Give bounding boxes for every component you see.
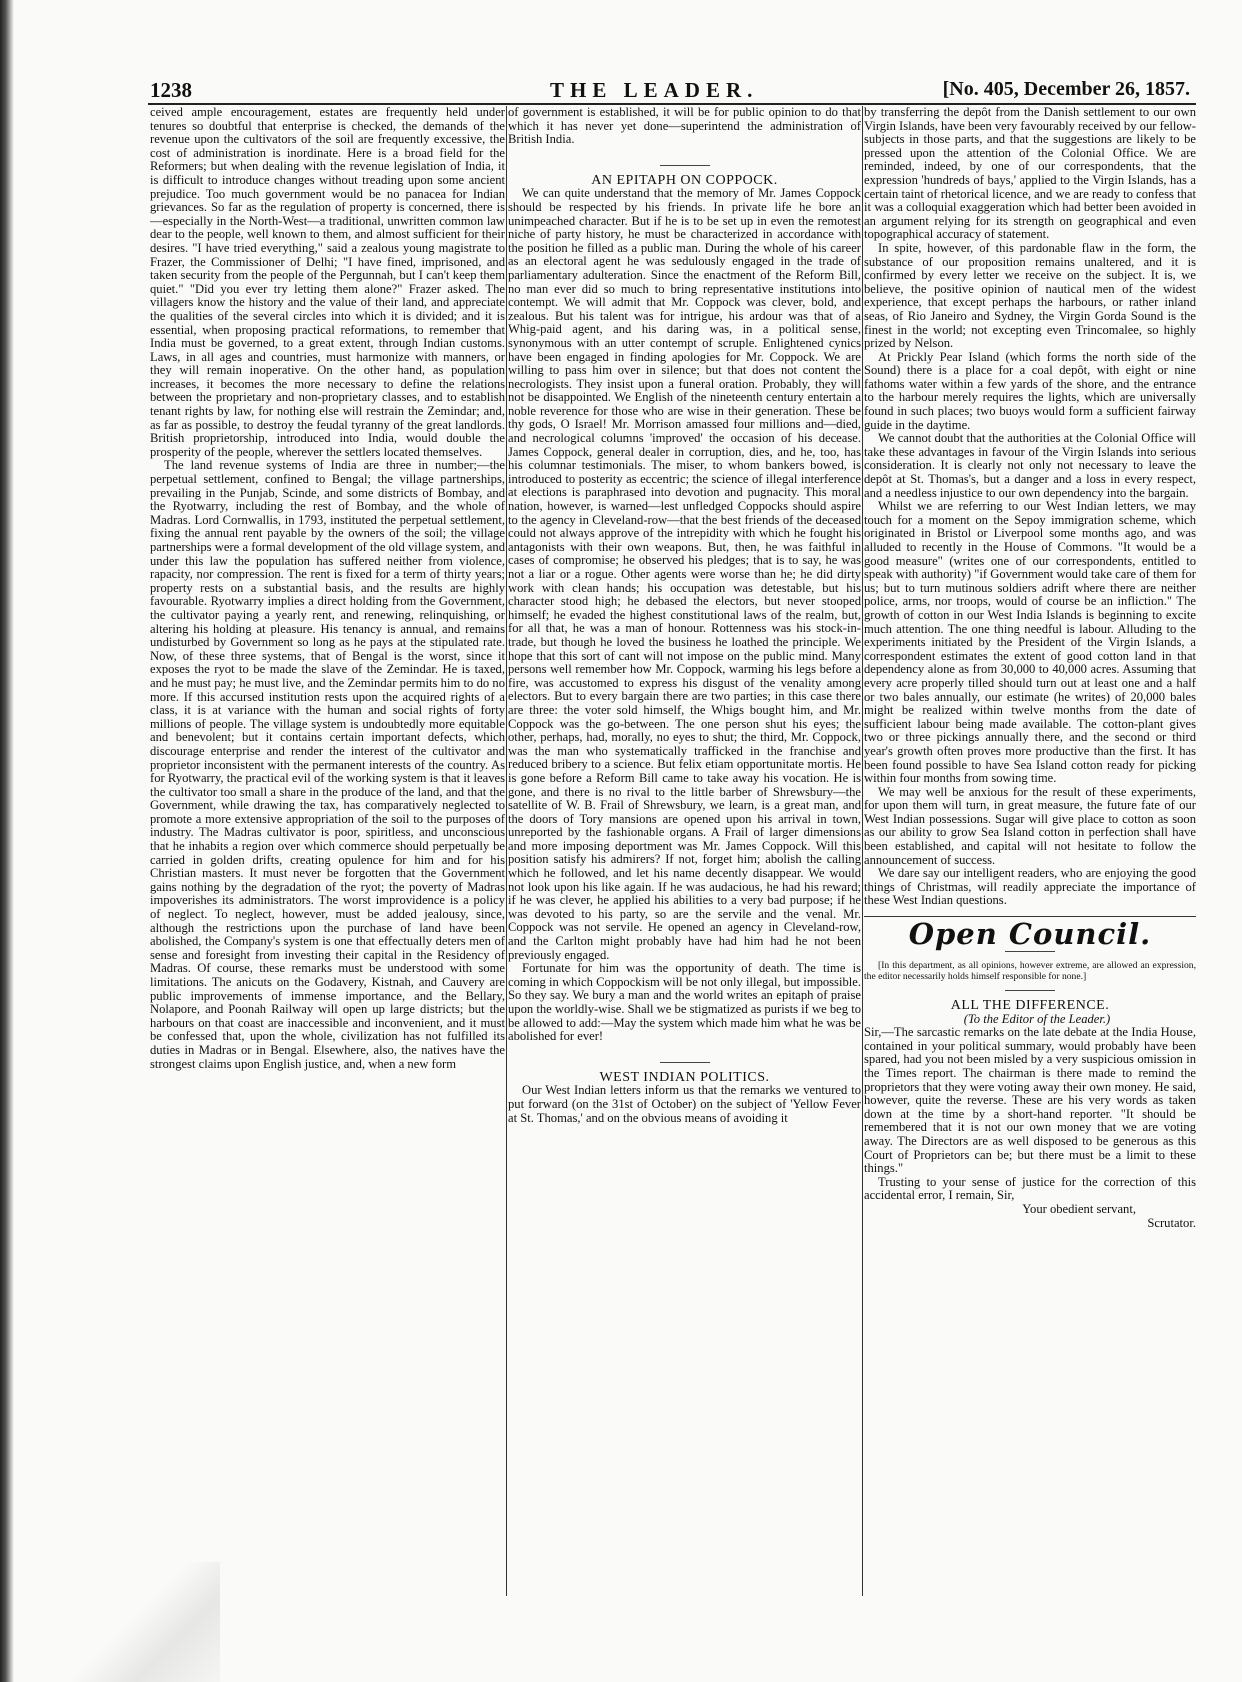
- editorial-note: [In this department, as all opinions, however extreme, are allowed an expression, the editor necessarily holds himself responsible for none.]: [864, 960, 1196, 983]
- paragraph: ceived ample encouragement, estates are frequently held under tenures so doubtful that enterprise is checked, the demands of the revenue upon the cultivators of the soil are frequently excessive, the cost of administration is inordinate. Here is a broad field for the Reformers; but when dealing with the revenue legislation of India, it is difficult to introduce changes without treading upon some ancient prejudice. Too much government would be no panacea for Indian grievances. So far as the regulation of property is concerned, there is—especially in the North-West—a traditional, unwritten common law dear to the people, well known to them, and almost sufficient for their desires. "I have tried everything," said a zealous young magistrate to Frazer, the Commissioner of Delhi; "I have fined, imprisoned, and taken security from the people of the Pergunnah, but I can't keep them quiet." "Did you ever try letting them alone?" Frazer asked. The villagers know the history and the value of their land, and appreciate the qualities of the several circles into which it is divided; and it is essential, when proposing practical reformations, to remember that India must be governed, to a great extent, through Indian customs. Laws, in all ages and countries, must harmonize with manners, or they will remain inoperative. On the other hand, as population increases, it becomes the more necessary to define the relations between the proprietary and non-proprietary classes, and to establish tenant rights by law, for nothing else will restrain the Zemindar; and, as far as possible, to destroy the feudal tyranny of the great landlords. British proprietorship, introduced into India, would double the prosperity of the people, wherever the settlers located themselves.: [150, 106, 505, 459]
- paragraph: of government is established, it will be for public opinion to do that which it has never yet done—superintend the administration of British India.: [508, 106, 861, 147]
- binding-shadow: [0, 0, 14, 1682]
- paragraph: At Prickly Pear Island (which forms the north side of the Sound) there is a place for a coal depôt, with eight or nine fathoms water within a few yards of the shore, and the entrance to the harbour merely requires the lights, which are universally found in such places; two buoys would form a sufficient fairway guide in the daytime.: [864, 349, 1196, 432]
- column-2: [508, 106, 861, 1626]
- paragraph: We cannot doubt that the authorities at the Colonial Office will take these advantages in favour of the Virgin Islands into serious consideration. It is clearly not only not necessary to leave the depôt at St. Thomas's, but a danger and a loss in every respect, and a needless injustice to our own dependency into the bargain.: [864, 431, 1196, 500]
- spacer: [864, 982, 1196, 990]
- spacer: [864, 908, 1196, 916]
- column-divider: [862, 106, 863, 1596]
- paragraph: Fortunate for him was the opportunity of death. The time is coming in which Coppockism will be not only illegal, but impossible. So they say. We bury a man and the world writes an epitaph of praise upon the worldly-wise. Shall we be stigmatized as purists if we beg to be allowed to add:—May the system which made him what he was be abolished for ever!: [508, 961, 861, 1044]
- open-council-title: Open Council.: [908, 917, 1152, 952]
- paragraph: In spite, however, of this pardonable flaw in the form, the substance of our proposition remains unaltered, and it is confirmed by every letter we receive on the subject. It is, we believe, the positive opinion of nautical men of the widest experience, that except perhaps the harbours, or rather inland seas, of Rio Janeiro and Sydney, the Virgin Gorda Sound is the finest in the world; not excepting even Trincomalee, so highly prized by Nelson.: [864, 240, 1196, 351]
- paragraph: The land revenue systems of India are three in number;—the perpetual settlement, confined to Bengal; the village partnerships, prevailing in the Punjab, Scinde, and some districts of Bombay, and the Ryotwarry, including the rest of Bombay, and the whole of Madras. Lord Cornwallis, in 1793, instituted the perpetual settlement, fixing the annual rent payable by the owners of the soil; the village partnerships were a formal development of the old village system, and under this law the population has suffered neither from violence, rapacity, nor compression. The rent is fixed for a term of thirty years; property rests on a substantial basis, and the results are highly favourable. Ryotwarry implies a direct holding from the Government, the cultivator paying a yearly rent, and renewing, relinquishing, or altering his holding at pleasure. His tenancy is annual, and remains undisturbed by Government so long as he pays at the stipulated rate. Now, of these three systems, that of Bengal is the worst, since it exposes the ryot to be made the slave of the Zemindar. He is taxed, and he must pay; he must live, and the Zemindar permits him to do no more. If this accursed institution rests upon the acquired rights of a class, it is at variance with the human and social rights of forty millions of people. The village system is undoubtedly more equitable and benevolent; but it contains certain important defects, which discourage enterprise and render the interest of the cultivator and proprietor inconsistent with the permanent interests of the country. As for Ryotwarry, the practical evil of the working system is that it leaves the cultivator too small a share in the produce of the land, and that the Government, while drawing the tax, has comparatively neglected to promote a more extensive appropriation of the soil to the purposes of industry. The Madras cultivator is poor, spiritless, and unconscious that he inhabits a region over which commerce should perpetually be carried in golden drifts, creating opulence for him and for his Christian masters. It must never be forgotten that the Government gains nothing by the degradation of the ryot; the poverty of Madras impoverishes its administrators. The worst improvidence is a policy of neglect. To neglect, however, must be added jealousy, since, although the restrictions upon the purchase of land have been abolished, the Company's system is one that effectually deters men of sense and foresight from investing their capital in the Residency of Madras. Of course, these remarks must be understood with some limitations. The anicuts on the Godavery, Kistnah, and Cauvery are public improvements of immense importance, and the Bellary, Nolapore, and Poonah Railway will open up large districts; but the harbours on that coast are inaccessible and inconvenient, and it must be confessed that, upon the whole, civilization has not fulfilled its duties in Madras or in Bengal. Elsewhere, also, the natives have the strongest claims upon English justice, and, when a new form: [150, 458, 505, 1071]
- header-rule: [148, 103, 1196, 105]
- letter-closing: Trusting to your sense of justice for the correction of this accidental error, I remain, Sir,: [864, 1174, 1196, 1203]
- spacer: [864, 952, 1196, 960]
- article-heading: WEST INDIAN POLITICS.: [599, 1069, 770, 1085]
- letter-body: Sir,—The sarcastic remarks on the late debate at the India House, contained in your political summary, would probably have been spared, had you not been misled by a very suspicious omission in the Times report. The chairman is there made to remind the proprietors that they were voting away their own money. He said, however, quite the reverse. These are his very words as taken down at the time by a short-hand reporter. "It should be remembered that it is not our own money that we are voting away. The Directors are as well disposed to be generous as this Court of Proprietors can be; but there must be a limit to these things.": [864, 1025, 1196, 1176]
- column-3: [864, 106, 1196, 1626]
- valediction: Your obedient servant,: [1022, 1201, 1136, 1216]
- paragraph: We may well be anxious for the result of these experiments, for upon them will turn, in great measure, the future fate of our West Indian possessions. Sugar will give place to cotton as soon as our ability to grow Sea Island cotton in perfection shall have been established, and capital will not hesitate to follow the announcement of success.: [864, 784, 1196, 867]
- letter-heading: ALL THE DIFFERENCE.: [950, 998, 1110, 1014]
- column-divider: [506, 106, 507, 1596]
- paragraph: Our West Indian letters inform us that the remarks we ventured to put forward (on the 31st of October) on the subject of 'Yellow Fever at St. Thomas,' and on the obvious means of avoiding it: [508, 1083, 861, 1125]
- column-1: [150, 106, 505, 1626]
- page-header: [150, 78, 1190, 104]
- spacer: [508, 147, 861, 165]
- paragraph: We dare say our intelligent readers, who are enjoying the good things of Christmas, will readily appreciate the importance of these West Indian questions.: [864, 866, 1196, 908]
- letter-subheading: (To the Editor of the Leader.): [963, 1011, 1111, 1026]
- signature: Scrutator.: [1147, 1215, 1196, 1230]
- issue-line: [No. 405, December 26, 1857.: [942, 78, 1190, 100]
- page-number: 1238: [150, 78, 192, 102]
- masthead: THE LEADER.: [550, 78, 759, 102]
- paragraph: Whilst we are referring to our West Indian letters, we may touch for a moment on the Sepoy immigration scheme, which originated in Bristol or Liverpool some months ago, and was alluded to recently in the House of Commons. "It would be a good measure" (writes one of our correspondents, entitled to speak with authority) "if Government would take care of them for us; but to turn mutinous soldiers adrift where there are neither police, arms, nor troops, would of course be an infliction." The growth of cotton in our West India Islands is beginning to excite much attention. The one thing needful is labour. Alluding to the experiments initiated by the President of the Virgin Islands, a correspondent estimates the extent of good cotton land in that dependency alone as from 30,000 to 40,000 acres. Assuming that every acre properly tilled should turn out at least one and a half or two bales annually, our estimate (he writes) of 20,000 bales might be realized within twelve months from the date of sufficient labour being made available. The cotton-plant gives two or three pickings annually there, and the second or third year's growth often proves more productive than the first. It has been found possible to have Sea Island cotton ready for picking within four months from sowing time.: [864, 499, 1196, 786]
- paragraph: by transferring the depôt from the Danish settlement to our own Virgin Islands, have been very favourably received by our fellow-subjects in those parts, and that the suggestions are likely to be pressed upon the attention of the Colonial Office. We are reminded, indeed, by one of our correspondents, that the expression 'hundreds of bays,' applied to the Virgin Islands, has a certain taint of rhetorical licence, and we are ready to confess that it was a colloquial exaggeration which had better been avoided in an argument relying for its strength on geographical and even topographical accuracy of statement.: [864, 106, 1196, 242]
- paragraph: We can quite understand that the memory of Mr. James Coppock should be respected by his friends. In private life he bore an unimpeached character. But if he is to be set up in even the remotest niche of party history, he must be characterized in accordance with the position he filled as a public man. During the whole of his career as an electoral agent he was sedulously engaged in the trade of parliamentary adulteration. Since the enactment of the Reform Bill, no man ever did so much to bring representative institutions into contempt. We will admit that Mr. Coppock was clever, bold, and zealous. But his talent was for intrigue, his ardour was that of a Whig-paid agent, and his daring was, in a political sense, synonymous with an utter contempt of scruple. Enlightened cynics have been engaged in finding apologies for Mr. Coppock. We are willing to pass him over in silence; but that does not content the necrologists. They insist upon a funeral oration. Probably, they will not be disappointed. We English of the nineteenth century entertain a noble reverence for those who are wise in their generation. These be thy gods, O Israel! Mr. Morrison amassed four millions and—died, and necrological columns 'improved' the occasion of his decease. James Coppock, general dealer in corruption, dies, and he, too, has his columnar testimonials. The miser, to whom bankers bowed, is introduced to posterity as eccentric; the science of illegal interference at elections is paraphrased into devotion and pugnacity. This moral nation, however, is warned—lest unfledged Coppocks should aspire to the agency in Cleveland-row—that the best friends of the deceased could not always approve of the intrepidity with which he fought his antagonists with their own weapons. But, then, he was faithful in cases of compromise; he observed his pledges; that is to say, he was not a liar or a rogue. Other agents were worse than he; he did dirty work with clean hands; his occupation was detestable, but his character stood high; he debased the electors, but never stooped himself; he evaded the highest constitutional laws of the realm, but, for all that, he was a man of honour. Rottenness was his stock-in-trade, but though he loved the business he loathed the principle. We hope that this sort of cant will not impose on the public mind. Many persons well remember how Mr. Coppock, warming his legs before a fire, was accustomed to express his disgust of the venality among electors. But to every bargain there are two parties; in this case there are three: the voter sold himself, the Whigs bought him, and Mr. Coppock was the go-between. The one person shut his eyes; the other, perhaps, had, morally, no eyes to shut; the third, Mr. Coppock, was the man who systematically trafficked in the franchise and reduced bribery to a science. But felix etiam opportunitate mortis. He is gone before a Reform Bill came to take away his vocation. He is gone, and there is no rival to the little barber of Shrewsbury—the satellite of W. B. Frail of Shrewsbury, we learn, is a great man, and the doors of Tory mansions are opened upon his arrival in town, unreported by the fashionable organs. A Frail of larger dimensions and more imposing deportment was Mr. James Coppock. Will this position satisfy his admirers? If not, forget him; abolish the calling which he followed, and let his name decently disappear. We would not look upon his like again. If he was audacious, he had his reward; if he was clever, he applied his abilities to a very bad purpose; if he was devoted to his party, so are the servile and the venal. Mr. Coppock was not servile. He opened an agency in Cleveland-row, and the Carlton might probably have had him had he not been previously engaged.: [508, 186, 861, 962]
- spacer: [508, 1044, 861, 1062]
- article-heading: AN EPITAPH ON COPPOCK.: [591, 172, 778, 188]
